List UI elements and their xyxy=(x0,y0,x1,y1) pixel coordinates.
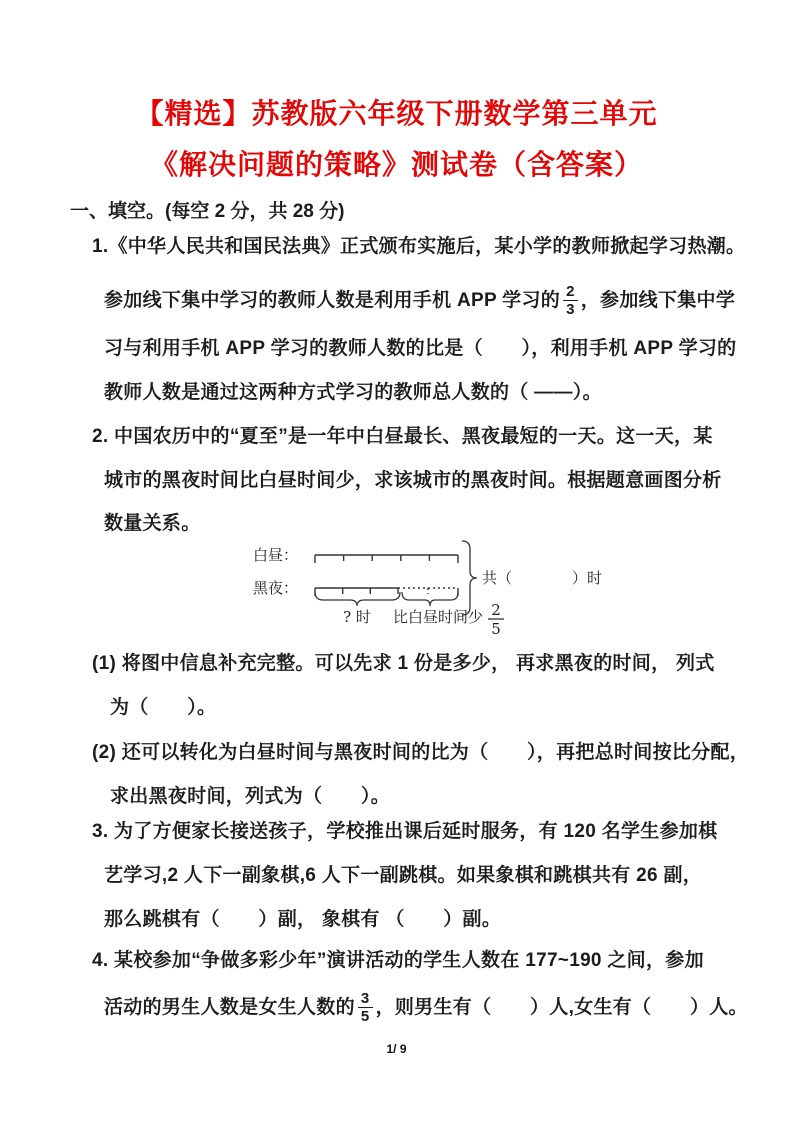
underbrace-less-part xyxy=(402,592,458,606)
question-2-line-1: 2. 中国农历中的“夏至”是一年中白昼最长、黑夜最短的一天。这一天，某 xyxy=(92,426,713,447)
fraction-two-fifths xyxy=(488,601,504,638)
section-heading: 一、填空。(每空 2 分，共 28 分) xyxy=(70,201,345,222)
fraction-numerator: 2 xyxy=(491,601,501,619)
diagram-night-label: 黑夜： xyxy=(253,579,299,597)
day-bar xyxy=(315,555,458,563)
question-4-line-2 xyxy=(104,990,748,1026)
q1-line2-post: ，参加线下集中学 xyxy=(580,289,736,311)
question-2-line-2: 城市的黑夜时间比白昼时间少，求该城市的黑夜时间。根据题意画图分析 xyxy=(104,470,722,491)
fraction-three-fifths xyxy=(358,990,373,1026)
question-1-line-2 xyxy=(104,283,735,319)
question-4-line-1: 4. 某校参加“争做多彩少年”演讲活动的学生人数在 177~190 之间，参加 xyxy=(92,950,704,971)
total-brace xyxy=(462,541,477,615)
diagram-total-label: 共（ ）时 xyxy=(482,569,603,587)
title-text-1: 【精选】苏教版六年级下册数学第三单元 xyxy=(135,97,658,130)
diagram-day-label: 白昼： xyxy=(253,546,299,564)
underbrace-question-part xyxy=(315,592,400,606)
question-2-sub-1-line-2: 为（ ）。 xyxy=(110,697,217,718)
question-2-sub-1-line-1: (1) 将图中信息补充完整。可以先求 1 份是多少， 再求黑夜的时间， 列式 xyxy=(92,653,715,674)
page-title-line-2 xyxy=(0,143,793,183)
question-3-line-3: 那么跳棋有（ ）副， 象棋有 （ ）副。 xyxy=(104,909,502,930)
night-bar xyxy=(315,588,458,596)
fraction-denominator: 3 xyxy=(566,301,575,319)
quantity-diagram xyxy=(245,531,615,647)
question-3-line-1: 3. 为了方便家长接送孩子，学校推出课后延时服务，有 120 名学生参加棋 xyxy=(92,821,718,842)
q4-line2-pre: 活动的男生人数是女生人数的 xyxy=(104,996,355,1018)
fraction-two-thirds xyxy=(563,283,578,319)
question-2-sub-2-line-2: 求出黑夜时间，列式为（ ）。 xyxy=(110,786,391,807)
fraction-numerator: 3 xyxy=(358,990,373,1008)
question-2-line-3: 数量关系。 xyxy=(104,513,201,534)
q4-line2-post: ，则男生有（ ）人,女生有（ ）人。 xyxy=(375,996,748,1018)
diagram-question-label: ? 时 xyxy=(343,608,371,626)
question-3-line-2: 艺学习,2 人下一副象棋,6 人下一副跳棋。如果象棋和跳棋共有 26 副， xyxy=(104,865,703,886)
question-1-line-1: 1.《中华人民共和国民法典》正式颁布实施后，某小学的教师掀起学习热潮。 xyxy=(92,236,746,257)
question-1-line-4: 教师人数是通过这两种方式学习的教师总人数的（ ——）。 xyxy=(104,382,602,403)
question-2-sub-2-line-1: (2) 还可以转化为白昼时间与黑夜时间的比为（ ），再把总时间按比分配， xyxy=(92,742,750,763)
q1-line2-pre: 参加线下集中学习的教师人数是利用手机 APP 学习的 xyxy=(104,289,561,311)
diagram-less-label: 比白昼时间少 xyxy=(393,608,484,626)
question-1-line-3: 习与利用手机 APP 学习的教师人数的比是（ ），利用手机 APP 学习的 xyxy=(104,338,737,359)
fraction-denominator: 5 xyxy=(360,1008,370,1026)
fraction-numerator: 2 xyxy=(563,283,578,301)
page-number: 1/ 9 xyxy=(386,1042,407,1056)
page-title-line-1 xyxy=(0,92,793,132)
fraction-denominator: 5 xyxy=(491,620,501,638)
title-text-2: 《解决问题的策略》测试卷（含答案） xyxy=(149,148,643,181)
